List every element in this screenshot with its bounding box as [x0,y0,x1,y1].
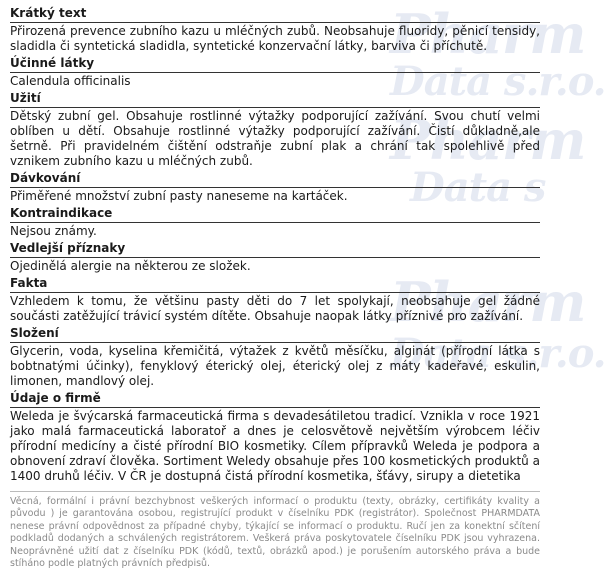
section-body: Calendula officinalis [10,74,131,88]
watermark-text: Pharm [390,2,586,66]
section-heading: Užití [10,91,540,108]
section-body: Vzhledem k tomu, že většinu pasty děti do 7 let spolykají, neobsahuje gel žádné součásti zatěžující trávicí systém dítěte. Obsahuje naopak látky příznivé pro zažívání. [10,294,540,323]
section-udaje-o-firme [10,391,540,484]
section-heading: Údaje o firmě [10,391,540,408]
section-ucinne-latky [10,56,540,89]
section-body: Weleda je švýcarská farmaceutická firma s devadesátiletou tradicí. Vznikla v roce 1921 jako malá farmaceutická laboratoř a dnes je celosvětově největším výrobcem léčiv přírodní medicíny a čisté přírodní BIO kosmetiky. Cílem přípravků Weleda je podpora a obnovení zdraví člověka. Sortiment Weledy obsahuje přes 100 kosmetických produktů a 1400 druhů léčiv. V ČR je dostupná čistá přírodní kosmetika, šťávy, sirupy a dietetika [10,409,540,483]
section-heading: Účinné látky [10,56,540,73]
watermark-text: Data s [410,164,546,211]
section-uziti [10,91,540,169]
section-body: Ojedinělá alergie na některou ze složek. [10,259,251,273]
watermark-text: Pharm [390,108,586,172]
section-kontraindikace [10,206,540,239]
disclaimer: Věcná, formální i právní bezchybnost veškerých informací o produktu (texty, obrázky, certifikáty kvality a původu ) je garantována osobou, registrující produkt v číselníku PDK (registrátor). Společnost PHARMDATA nenese právní odpovědnost za případné chyby, týkající se informací o produktu. Ručí jen za konektní sčítení podkladů dodaných a schválených registrátorem. Veškerá práva poskytovatele číselníku PDK jsou vyhrazena. Neoprávněné užití dat z číselníku PDK (kódů, textů, obrázků apod.) je porušením autorského práva a bude stíháno podle platných právních předpisů. [10,491,540,570]
section-fakta [10,276,540,324]
section-body: Přirozená prevence zubního kazu u mléčných zubů. Neobsahuje fluoridy, pěnicí tensidy, sladidla či syntetická sladidla, syntetické konzervační látky, barviva či příchutě. [10,24,540,53]
section-vedlejsi-priznaky [10,241,540,274]
section-heading: Fakta [10,276,540,293]
section-slozeni [10,326,540,389]
section-heading: Krátký text [10,6,540,23]
section-heading: Dávkování [10,171,540,188]
section-heading: Kontraindikace [10,206,540,223]
watermark-text: Pharm [390,270,586,334]
section-body: Glycerin, voda, kyselina křemičitá, výtažek z květů měsíčku, alginát (přírodní látka s bobtnatými účinky), fenyklový éterický olej, éterický olej z máty kadeřavé, eskulin, limonen, mandlový olej. [10,344,540,388]
section-body: Nejsou známy. [10,224,97,238]
section-heading: Složení [10,326,540,343]
section-kratky-text [10,6,540,54]
section-body: Dětský zubní gel. Obsahuje rostlinné výtažky podporující zažívání. Svou chutí velmi oblíben u dětí. Obsahuje rostlinné výtažky podporující zažívání. Čistí důkladně,ale šetrně. Při pravidelném čištění odstraňje zubní plak a chrání tak spolehlivě před vznikem zubního kazu u mléčných zubů. [10,109,540,168]
section-heading: Vedlejší příznaky [10,241,540,258]
section-body: Přiměřené množství zubní pasty naneseme na kartáček. [10,189,348,203]
watermark-text: Data s.r.o. [390,58,606,105]
watermark-text: Data s.r.o. [390,330,606,377]
section-davkovani [10,171,540,204]
